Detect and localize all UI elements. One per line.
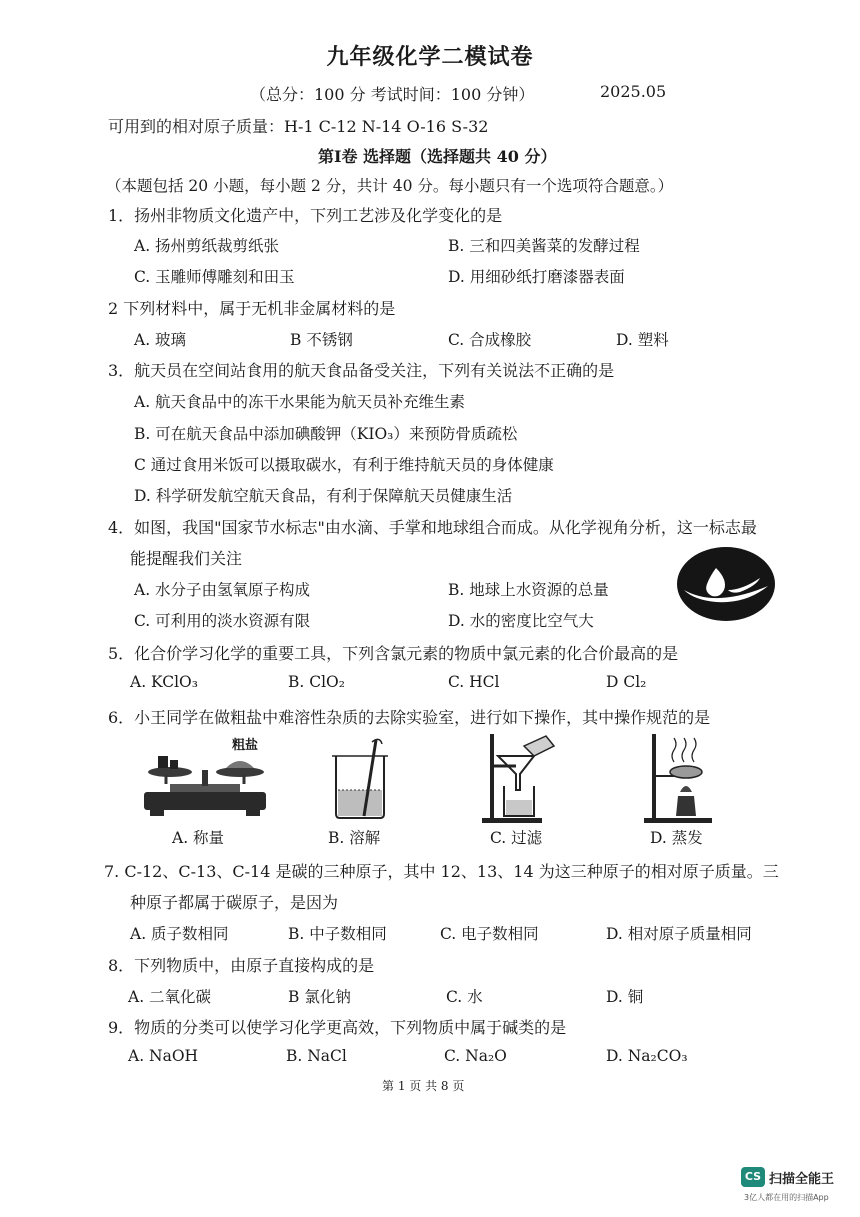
option-b: B. ClO₂ xyxy=(288,673,345,691)
page-number: 第 1 页 共 8 页 xyxy=(382,1079,465,1093)
option-b: B. NaCl xyxy=(286,1047,347,1065)
water-saving-emblem-icon xyxy=(676,546,776,622)
option-c: C. 可利用的淡水资源有限 xyxy=(134,612,311,630)
option-a: A. 航天食品中的冻干水果能为航天员补充维生素 xyxy=(134,393,466,411)
option-d: D. Na₂CO₃ xyxy=(606,1047,688,1065)
question-stem: 7. C-12、C-13、C-14 是碳的三种原子，其中 12、13、14 为这三种原子的相对原子质量。三 xyxy=(104,862,779,881)
figure-label-d: D. 蒸发 xyxy=(650,829,703,847)
question-stem: 4．如图，我国"国家节水标志"由水滴、手掌和地球组合而成。从化学视角分析，这一标志最 xyxy=(108,518,757,537)
filtration-apparatus-icon xyxy=(480,730,560,824)
option-a: A. 二氧化碳 xyxy=(128,988,212,1006)
figure-label-b: B. 溶解 xyxy=(328,829,381,847)
option-a: A. 质子数相同 xyxy=(130,925,229,943)
question-stem: 1．扬州非物质文化遗产中，下列工艺涉及化学变化的是 xyxy=(108,206,503,225)
question-stem-continued: 能提醒我们关注 xyxy=(130,549,243,568)
option-b: B 氯化钠 xyxy=(288,988,351,1006)
question-stem: 9．物质的分类可以使学习化学更高效，下列物质中属于碱类的是 xyxy=(108,1018,567,1037)
option-c: C. HCl xyxy=(448,673,500,691)
option-c: C. 电子数相同 xyxy=(440,925,539,943)
option-d: D Cl₂ xyxy=(606,673,647,691)
option-a: A. KClO₃ xyxy=(130,673,198,691)
option-b: B. 三和四美酱菜的发酵过程 xyxy=(448,237,640,255)
page-title: 九年级化学二模试卷 xyxy=(326,44,534,70)
question-stem: 6．小王同学在做粗盐中难溶性杂质的去除实验室，进行如下操作，其中操作规范的是 xyxy=(108,708,711,727)
beaker-glass-rod-icon xyxy=(330,736,390,820)
scanner-brand-name: 扫描全能王 xyxy=(769,1172,835,1187)
option-a: A. 水分子由氢氧原子构成 xyxy=(134,581,311,599)
option-d: D. 相对原子质量相同 xyxy=(606,925,752,943)
option-b: B. 地球上水资源的总量 xyxy=(448,581,609,599)
question-stem: 3．航天员在空间站食用的航天食品备受关注，下列有关说法不正确的是 xyxy=(108,361,615,380)
question-stem: 8．下列物质中，由原子直接构成的是 xyxy=(108,956,375,975)
option-d: D. 铜 xyxy=(606,988,644,1006)
option-d: D. 科学研发航空航天食品，有利于保障航天员健康生活 xyxy=(134,487,513,505)
atomic-masses: 可用到的相对原子质量：H-1 C-12 N-14 O-16 S-32 xyxy=(108,117,489,136)
option-c: C. 玉雕师傅雕刻和田玉 xyxy=(134,268,295,286)
balance-scale-icon xyxy=(140,748,270,816)
question-stem-continued: 种原子都属于碳原子，是因为 xyxy=(130,893,339,912)
evaporation-apparatus-icon xyxy=(640,730,720,824)
figure-label-a: A. 称量 xyxy=(172,829,225,847)
figure-caption-coarse-salt: 粗盐 xyxy=(232,738,259,753)
section-title: 第Ⅰ卷 选择题（选择题共 40 分） xyxy=(318,147,557,166)
option-a: A. 扬州剪纸裁剪纸张 xyxy=(134,237,280,255)
option-a: A. 玻璃 xyxy=(134,331,187,349)
scanner-logo: CS xyxy=(741,1167,765,1187)
option-d: D. 用细砂纸打磨漆器表面 xyxy=(448,268,625,286)
option-b: B. 可在航天食品中添加碘酸钾（KIO₃）来预防骨质疏松 xyxy=(134,425,518,443)
option-b: B. 中子数相同 xyxy=(288,925,387,943)
option-d: D. 水的密度比空气大 xyxy=(448,612,594,630)
option-c: C. Na₂O xyxy=(444,1047,507,1065)
figure-label-c: C. 过滤 xyxy=(490,829,543,847)
section-instructions: （本题包括 20 小题，每小题 2 分，共计 40 分。每小题只有一个选项符合题意。） xyxy=(106,177,674,195)
option-c: C. 水 xyxy=(446,988,483,1006)
exam-info: （总分：100 分 考试时间：100 分钟） xyxy=(250,85,535,104)
question-stem: 5．化合价学习化学的重要工具，下列含氯元素的物质中氯元素的化合价最高的是 xyxy=(108,644,679,663)
option-a: A. NaOH xyxy=(128,1047,199,1065)
exam-date: 2025.05 xyxy=(600,82,667,101)
option-c: C. 合成橡胶 xyxy=(448,331,532,349)
question-stem: 2 下列材料中，属于无机非金属材料的是 xyxy=(108,299,396,318)
option-d: D. 塑料 xyxy=(616,331,669,349)
option-b: B 不锈钢 xyxy=(290,331,353,349)
option-c: C 通过食用米饭可以摄取碳水，有利于维持航天员的身体健康 xyxy=(134,456,554,474)
scanner-tagline: 3亿人都在用的扫描App xyxy=(744,1193,829,1202)
